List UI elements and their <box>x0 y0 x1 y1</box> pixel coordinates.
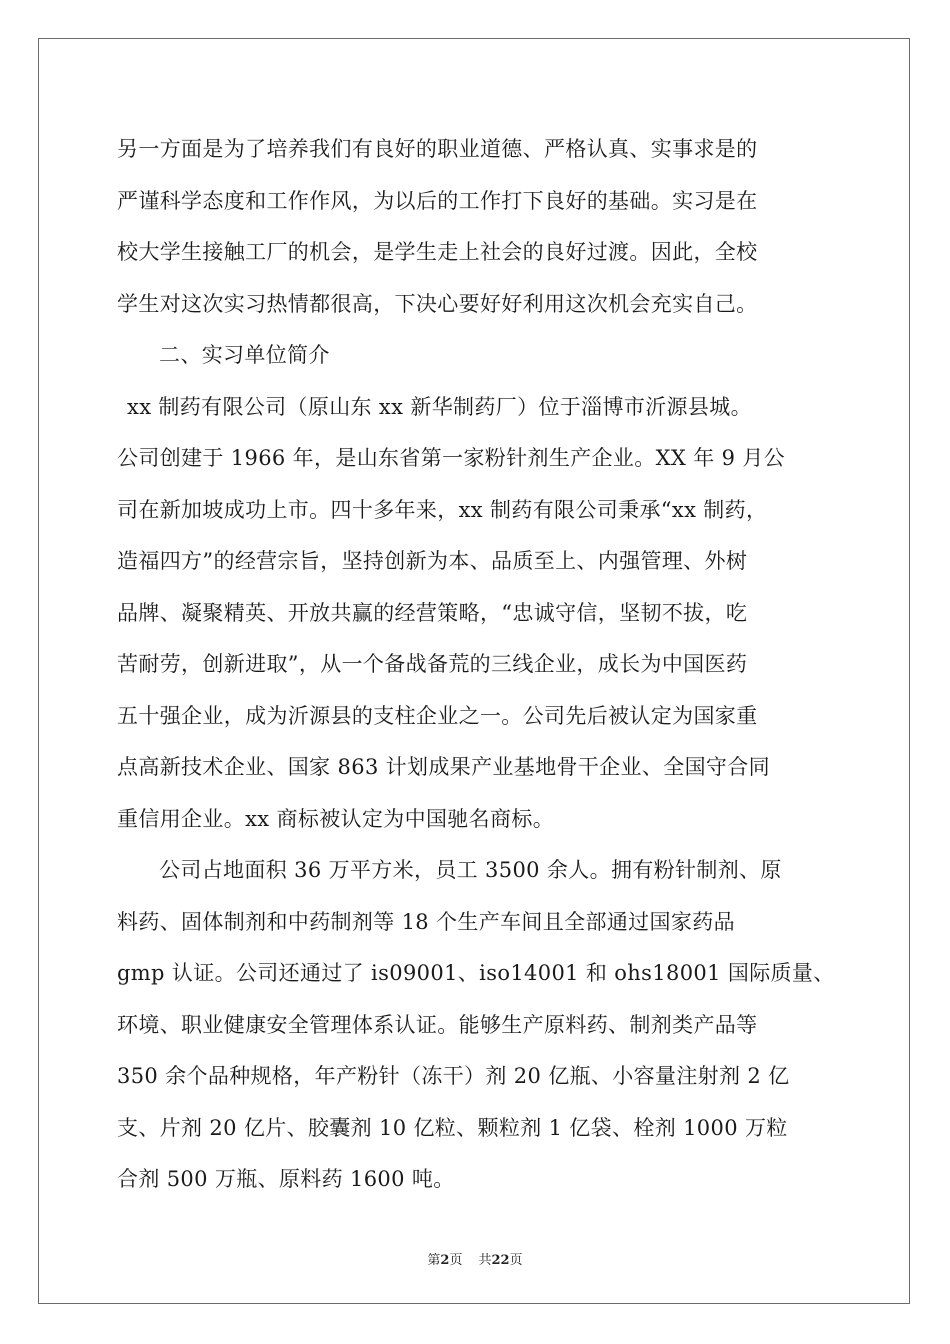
paragraph-line: 严谨科学态度和工作作风，为以后的工作打下良好的基础。实习是在 <box>117 188 758 213</box>
paragraph-line: 苦耐劳，创新进取”，从一个备战备荒的三线企业，成长为中国医药 <box>117 652 748 676</box>
paragraph-line: 品牌、凝聚精英、开放共赢的经营策略，“忠诚守信，坚韧不拔，吃 <box>117 600 748 625</box>
paragraph-line: 五十强企业，成为沂源县的支柱企业之一。公司先后被认定为国家重 <box>117 703 758 728</box>
paragraph-line: 学生对这次实习热情都很高，下决心要好好利用这次机会充实自己。 <box>117 291 758 316</box>
paragraph-line: 校大学生接触工厂的机会，是学生走上社会的良好过渡。因此，全校 <box>117 240 758 264</box>
paragraph-line: 环境、职业健康安全管理体系认证。能够生产原料药、制剂类产品等 <box>117 1012 758 1037</box>
paragraph-line: 公司创建于 1966 年，是山东省第一家粉针剂生产企业。XX 年 9 月公 <box>117 446 786 470</box>
paragraph-line: 司在新加坡成功上市。四十多年来，xx 制药有限公司秉承“xx 制药， <box>117 497 768 522</box>
paragraph-line: xx 制药有限公司（原山东 xx 新华制药厂）位于淄博市沂源县城。 <box>127 394 752 419</box>
paragraph-line: 合剂 500 万瓶、原料药 1600 吨。 <box>117 1167 455 1191</box>
paragraph-line: 料药、固体制剂和中药制剂等 18 个生产车间且全部通过国家药品 <box>117 909 735 934</box>
paragraph-line: 350 余个品种规格，年产粉针（冻干）剂 20 亿瓶、小容量注射剂 2 亿 <box>117 1064 790 1088</box>
total-suffix: 页 <box>509 1253 523 1268</box>
page-number: 2 <box>440 1253 450 1268</box>
document-body <box>117 127 837 1209</box>
page-prefix: 第 <box>427 1253 441 1268</box>
section-heading: 二、实习单位简介 <box>159 343 330 367</box>
paragraph-line: 造福四方”的经营宗旨，坚持创新为本、品质至上、内强管理、外树 <box>117 549 748 573</box>
total-prefix: 共 <box>478 1253 492 1268</box>
page-suffix: 页 <box>449 1253 463 1268</box>
page-footer <box>0 1249 950 1268</box>
paragraph-line: 支、片剂 20 亿片、胶囊剂 10 亿粒、颗粒剂 1 亿袋、栓剂 1000 万粒 <box>117 1115 788 1140</box>
paragraph-line: 公司占地面积 36 万平方米，员工 3500 余人。拥有粉针制剂、原 <box>159 858 782 882</box>
paragraph-line: gmp 认证。公司还通过了 is09001、iso14001 和 ohs18001 国际质量、 <box>117 961 835 985</box>
total-pages: 22 <box>491 1253 510 1268</box>
paragraph-line: 点高新技术企业、国家 863 计划成果产业基地骨干企业、全国守合同 <box>117 755 770 779</box>
paragraph-line: 另一方面是为了培养我们有良好的职业道德、严格认真、实事求是的 <box>117 137 758 161</box>
paragraph-line: 重信用企业。xx 商标被认定为中国驰名商标。 <box>117 806 555 831</box>
